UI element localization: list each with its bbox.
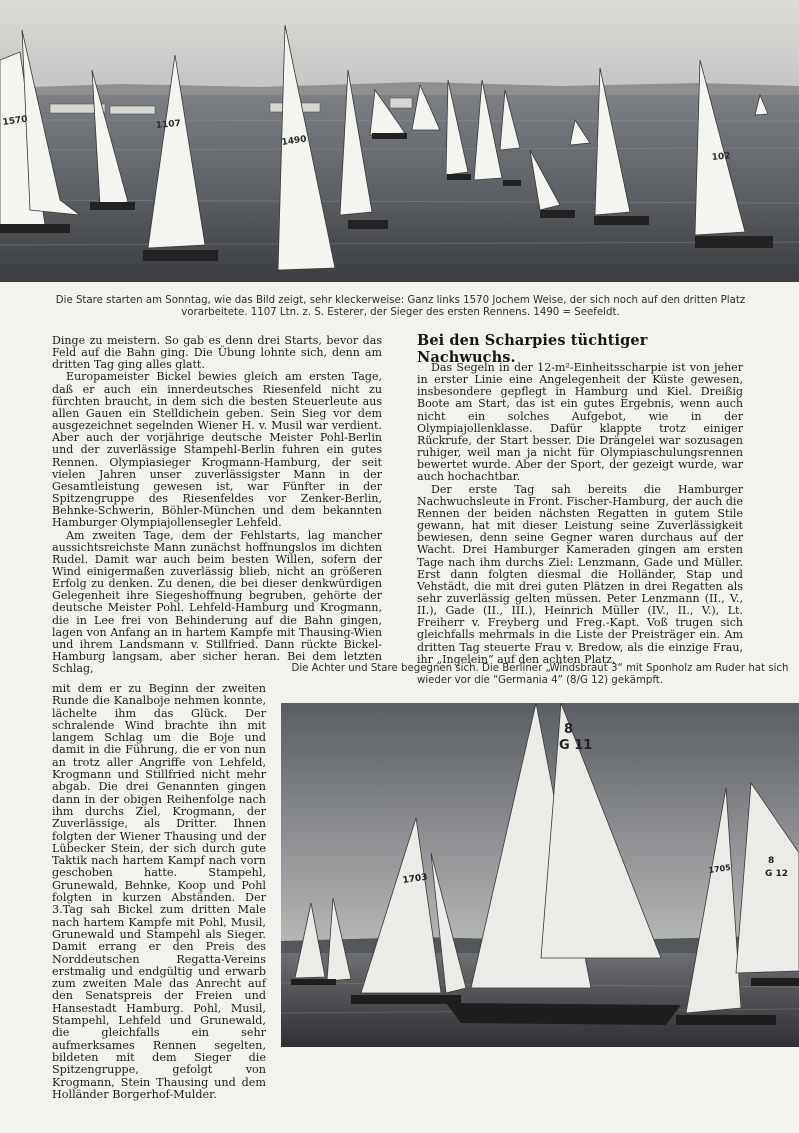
paragraph: Der erste Tag sah bereits die Hamburger Nachwuchsleute in Front. Fischer-Hamburg, der auch die Rennen der beiden nächsten Regatten in gutem Stile gewann, hat mit dieser Leistung seine Zuverlässigkeit bewiesen, denn seine Gegner waren durchaus auf der Wacht. Drei Hamburger Kameraden gingen am ersten Tage nach ihm durchs Ziel: Lenzmann, Gade und Müller. Erst dann folgten diesmal die Holländer, Stap und Vehstädt, die mit drei guten Plätzen in drei Regatten als sehr zuverlässig gelten müssen. Peter Lenzmann (II., V., II.), Gade (II., III.), Heinrich Müller (IV., II., V.), Lt. Freiherr v. Freyberg und Freg.-Kapt. Voß trugen sich gleichfalls mehrmals in die Liste der Preisträger ein. Am dritten Tag steuerte Frau v. Bredow, als die einzige Frau, ihr „Ingelein“ auf den achten Platz. — [417, 482, 743, 666]
photo-stars-illustration — [0, 0, 799, 282]
svg-text:1490: 1490 — [281, 134, 308, 148]
caption-bottom-photo: Die Achter und Stare begegnen sich. Die Berliner „Windsbraut 3“ mit Sponholz am Ruder hat sich wieder vor die “Germania 4” (8/G 12) gekämpft. — [291, 663, 789, 686]
svg-text:8: 8 — [768, 856, 775, 866]
svg-text:G 11: G 11 — [559, 738, 593, 753]
svg-text:102: 102 — [711, 151, 731, 163]
paragraph: Das Segeln in der 12-m²-Einheitsscharpie ist von jeher in erster Linie eine Angelegenheit der Küste gewesen, insbesondere gepflegt in Hamburg und Kiel. Dreißig Boote am Start, das ist ein gutes Ergebnis, wenn auch nicht ein solches Aufgebot, wie in der Olympiajollenklasse. Dafür klappte trotz einiger Rückrufe, der Start besser. Die Drängelei war sozusagen ruhiger, weil man ja nicht für Olympiaschulungsrennen bewertet wurde. Aber der Sport, der gezeigt wurde, war auch hochachtbar. — [417, 361, 743, 484]
regatta-photo-stars-start — [0, 0, 799, 282]
svg-text:1107: 1107 — [155, 118, 182, 131]
svg-text:1570: 1570 — [2, 114, 29, 128]
paragraph: Dinge zu meistern. So gab es denn drei Starts, bevor das Feld auf die Bahn ging. Die Übung lohnte sich, denn am dritten Tag ging alles glatt. — [52, 334, 382, 372]
article-left-column — [52, 335, 382, 675]
article-headline: Bei den Scharpies tüchtiger Nachwuchs. — [417, 332, 648, 366]
regatta-photo-eights-and-stars — [281, 703, 799, 1047]
paragraph: mit dem er zu Beginn der zweiten Runde die Kanalboje nehmen konnte, lächelte ihm das Glück. Der schralende Wind brachte ihn mit langem Schlag um die Boje und damit in die Führung, die er von nun an trotz aller Angriffe von Lehfeld, Krogmann und Stillfried nicht mehr abgab. Die drei Genannten gingen dann in der obigen Reihenfolge nach ihm durchs Ziel, Krogmann, der Zuverlässige, als Dritter. Ihnen folgten der Wiener Thausing und der Lübecker Stein, der sich durch gute Taktik nach hartem Kampf nach vorn geschoben hatte. Stampehl, Grunewald, Behnke, Koop und Pohl folgten in kurzen Abständen. Der 3.Tag sah Bickel zum dritten Male nach hartem Kampfe mit Pohl, Musil, Grunewald und Stampehl als Sieger. Damit errang er den Preis des Norddeutschen Regatta-Vereins erstmalig und endgültig und erwarb zum zweiten Male das Anrecht auf den Senatspreis der Freien und Hansestadt Hamburg. Pohl, Musil, Stampehl, Lehfeld und Grunewald, die gleichfalls ein sehr aufmerksames Rennen segelten, bildeten mit dem Sieger die Spitzengruppe, gefolgt von Krogmann, Stein Thausing und dem Holländer Borgerhof-Mulder. — [52, 682, 266, 1101]
svg-text:G 12: G 12 — [765, 869, 789, 879]
photo-eights-illustration — [281, 703, 799, 1047]
article-right-column — [417, 362, 743, 666]
paragraph: Europameister Bickel bewies gleich am ersten Tage, daß er auch ein innerdeutsches Riesenfeld nicht zu fürchten braucht, in dem sich die besten Steuerleute aus allen Gauen ein Stelldichein geben. Sein Sieg vor dem ausgezeichnet segelnden Wiener H. v. Musil war verdient. Aber auch der vorjährige deutsche Meister Pohl-Berlin und der zuverlässige Stampehl-Berlin fuhren ein gutes Rennen. Olympiasieger Krogmann-Hamburg, der seit vielen Jahren unser zuverlässigster Mann in der Gesamtleistung gewesen ist, war Fünfter in der Spitzengruppe des Riesenfeldes vor Zenker-Berlin, Behnke-Schwerin, Böhler-München und dem bekannten Hamburger Olympiajollensegler Lehfeld. — [52, 370, 382, 530]
caption-top-photo: Die Stare starten am Sonntag, wie das Bild zeigt, sehr kleckerweise: Ganz links 1570 Jochem Weise, der sich noch auf den dritten Platz vorarbeitete. 1107 Ltn. z. S. Esterer, der Sieger des ersten Rennens. 1490 = Seefeldt. — [55, 295, 746, 318]
svg-text:1703: 1703 — [402, 872, 429, 886]
article-left-narrow-column — [52, 683, 266, 1101]
svg-text:8: 8 — [564, 722, 574, 737]
svg-text:1705: 1705 — [708, 862, 732, 875]
paragraph: Am zweiten Tage, dem der Fehlstarts, lag mancher aussichtsreichste Mann zunächst hoffnungslos im dichten Rudel. Damit war auch beim besten Willen, sofern der Wind einigermaßen zuverlässig blieb, nicht an größeren Erfolg zu denken. Zu denen, die bei dieser denkwürdigen Gelegenheit ihre Siegeshoffnung begruben, gehörte der deutsche Meister Pohl. Lehfeld-Hamburg und Krogmann, die in Lee frei von Behinderung auf die Bahn gingen, lagen von Anfang an in hartem Kampfe mit Thausing-Wien und ihrem Landsmann v. Stillfried. Dann rückte Bickel-Hamburg langsam, aber sicher heran. Bei dem letzten Schlag, — [52, 528, 382, 676]
